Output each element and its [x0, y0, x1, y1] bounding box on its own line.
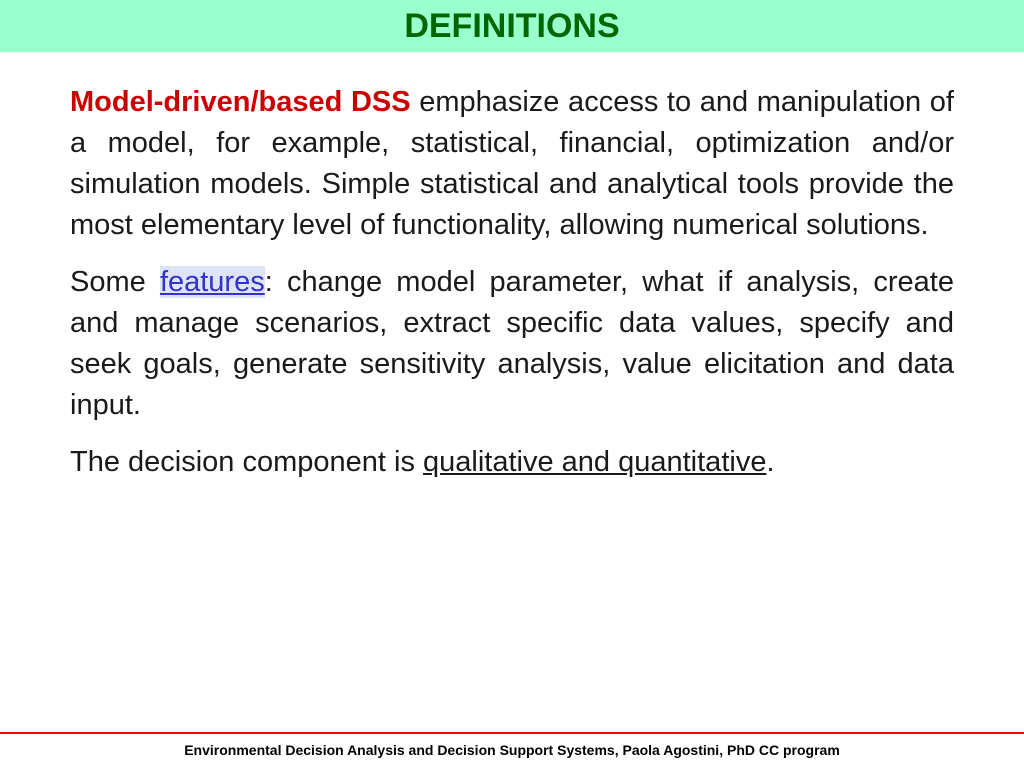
dss-term: Model-driven/based DSS [70, 86, 411, 118]
features-intro: Some [70, 266, 160, 298]
footer-caption: Environmental Decision Analysis and Decision Support Systems, Paola Agostini, PhD CC program [184, 742, 840, 758]
title-bar [0, 0, 1024, 52]
paragraph-definition [70, 82, 954, 246]
slide-title: DEFINITIONS [404, 7, 620, 45]
features-link[interactable]: features [159, 266, 265, 298]
paragraph-decision [70, 442, 954, 483]
definition-text: emphasize access to and manipulation of a model, for example, statistical, financial, optimization and/or simulation models. Simple statistical and analytical tools provide the most elementary level of functionality, allowing numerical solutions. [70, 86, 954, 241]
decision-end: . [766, 446, 775, 478]
decision-intro: The decision component is [70, 446, 424, 478]
footer-divider [0, 732, 1024, 734]
decision-emphasis: qualitative and quantitative [423, 446, 767, 478]
slide-body [70, 82, 954, 499]
features-text: : change model parameter, what if analysis, create and manage scenarios, extract specific data values, specify and seek goals, generate sensitivity analysis, value elicitation and data input. [70, 266, 954, 421]
paragraph-features [70, 262, 954, 426]
